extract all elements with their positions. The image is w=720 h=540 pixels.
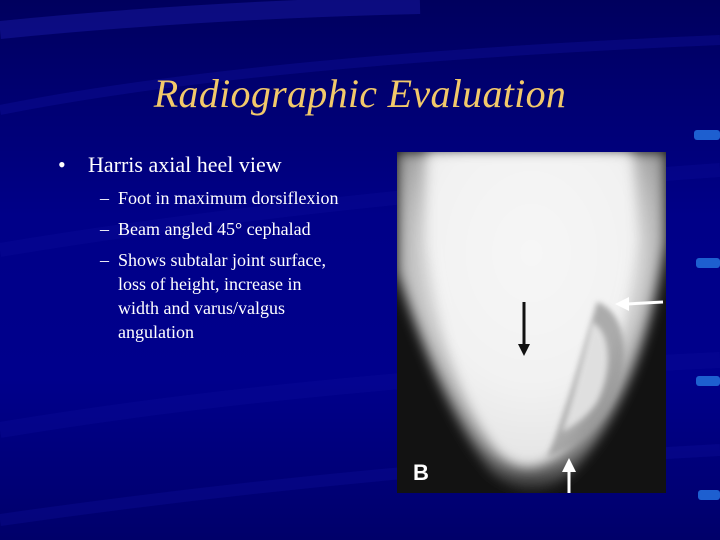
sub-bullet-text: Foot in maximum dorsiflexion	[118, 188, 339, 208]
bullet-text: Harris axial heel view	[88, 152, 282, 177]
sub-bullet-text: Shows subtalar joint surface, loss of height, increase in width and varus/valgus angulation	[118, 250, 326, 342]
bullet-list	[58, 152, 358, 351]
sub-bullet-marker: –	[100, 219, 109, 239]
white-arrow-right-shaft	[627, 302, 663, 304]
sub-bullet-item	[100, 217, 340, 241]
bullet-marker: •	[58, 152, 66, 177]
xray-heel-image	[397, 152, 666, 493]
bullet-item	[58, 152, 358, 178]
sub-bullet-text: Beam angled 45° cephalad	[118, 219, 311, 239]
sub-bullet-marker: –	[100, 250, 109, 270]
xray-drawing	[397, 152, 666, 493]
slide-title: Radiographic Evaluation	[153, 71, 567, 116]
sub-bullet-item	[100, 248, 340, 344]
sub-bullet-item	[100, 186, 340, 210]
panel-label: B	[413, 460, 429, 485]
sub-bullet-list	[100, 186, 358, 344]
sub-bullet-marker: –	[100, 188, 109, 208]
